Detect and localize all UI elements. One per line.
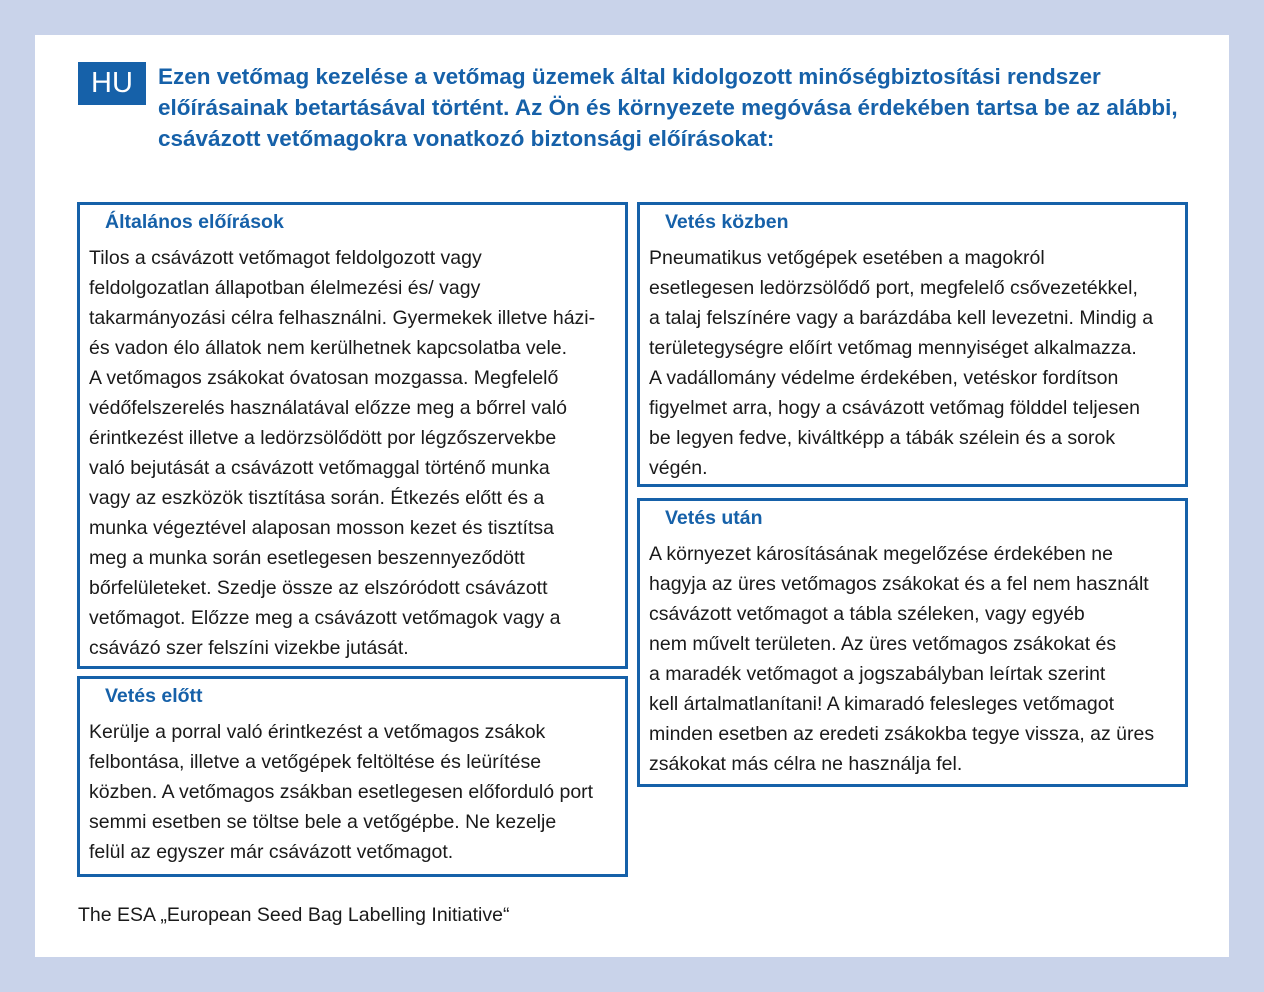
section-title: Vetés közben bbox=[665, 211, 789, 233]
section-title: Vetés után bbox=[665, 507, 763, 529]
section-text: Kerülje a porral való érintkezést a vetőmagos zsákok felbontása, illetve a vetőgépek feltöltése és leürítése közben. A vetőmagos zsákban esetlegesen előforduló port semmi esetben se töltse bele a vetőgépbe. Ne kezelje felül az egyszer már csávázott vetőmagot. bbox=[89, 721, 594, 863]
label-page bbox=[35, 35, 1229, 957]
section-before-sowing bbox=[77, 676, 628, 877]
section-text: A környezet károsításának megelőzése érdekében ne hagyja az üres vetőmagos zsákokat és a fel nem használt csávázott vetőmagot a tábla széleken, vagy egyéb nem művelt területen. Az üres vetőmagos zsákokat és a maradék vetőmagot a jogszabályban leírtak szerint kell ártalmatlanítani! A kimaradó felesleges vetőmagot minden esetben az eredeti zsákokba tegye vissza, az üres zsákokat más célra ne használja fel. bbox=[649, 543, 1155, 775]
section-text: Tilos a csávázott vetőmagot feldolgozott vagy feldolgozatlan állapotban élelmezési és/ vagy takarmányozási célra felhasználni. Gyermekek illetve házi- és vadon élo állatok nem kerülhetnek kapcsolatba vele. A vetőmagos zsákokat óvatosan mozgassa. Megfelelő védőfelszerelés használatával előzze meg a bőrrel való érintkezést illetve a ledörzsölődött por légzőszervekbe való bejutását a csávázott vetőmaggal történő munka vagy az eszközök tisztítása során. Étkezés előtt és a munka végeztével alaposan mosson kezet és tisztítsa meg a munka során esetlegesen beszennyeződött bőrfelületeket. Szedje össze az elszóródott csávázott vetőmagot. Előzze meg a csávázott vetőmagok vagy a csávázó szer felszíni vizekbe jutását. bbox=[89, 247, 596, 659]
section-title: Általános előírások bbox=[105, 211, 284, 233]
footer-credit: The ESA „European Seed Bag Labelling Initiative“ bbox=[78, 904, 510, 926]
intro-text: Ezen vetőmag kezelése a vetőmag üzemek által kidolgozott minőségbiztosítási rendszer előírásainak betartásával történt. Az Ön és környezete megóvása érdekében tartsa be az alábbi, csávázott vetőmagokra vonatkozó biztonsági előírásokat: bbox=[158, 64, 1178, 151]
section-text: Pneumatikus vetőgépek esetében a magokról esetlegesen ledörzsölődő port, megfelelő csővezetékkel, a talaj felszínére vagy a barázdába kell levezetni. Mindig a területegységre előírt vetőmag mennyiséget alkalmazza. A vadállomány védelme érdekében, vetéskor fordítson figyelmet arra, hogy a csávázott vetőmag földdel teljesen be legyen fedve, kiváltképp a tábák szélein és a sorok végén. bbox=[649, 247, 1154, 479]
language-badge: HU bbox=[78, 62, 146, 105]
section-after-sowing bbox=[637, 498, 1188, 787]
section-during-sowing bbox=[637, 202, 1188, 487]
section-title: Vetés előtt bbox=[105, 685, 203, 707]
section-general-rules bbox=[77, 202, 628, 669]
